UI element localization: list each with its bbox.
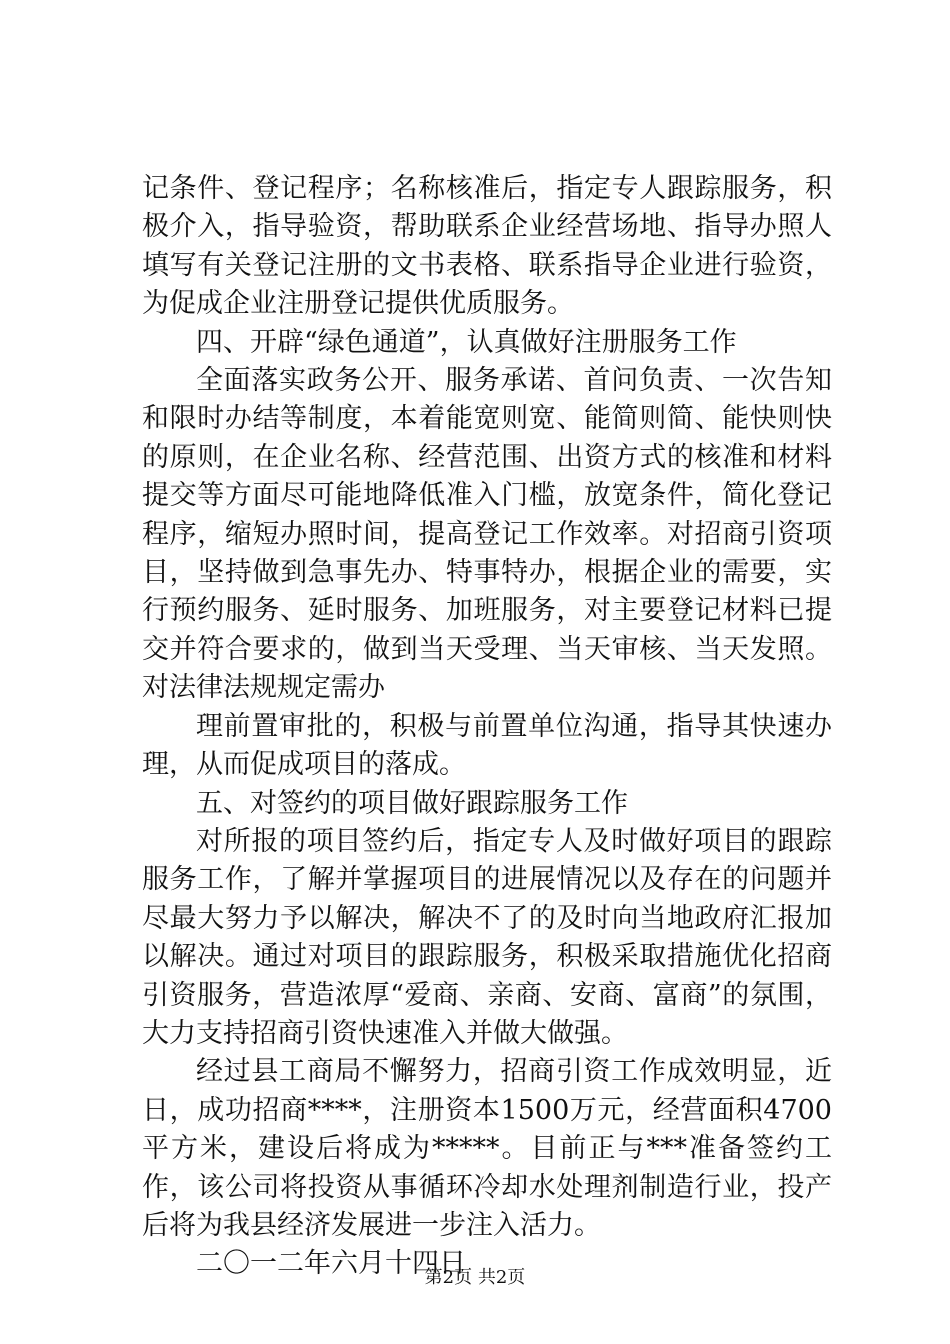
paragraph: 理前置审批的，积极与前置单位沟通，指导其快速办理，从而促成项目的落成。 bbox=[142, 710, 832, 781]
document-date: 二〇一二年六月十四日 bbox=[196, 1248, 466, 1280]
paragraph: 经过县工商局不懈努力，招商引资工作成效明显，近日，成功招商****，注册资本1500万元，经营面积4700平方米，建设后将成为*****。目前正与***准备签约工作，该公司将投资从事循环冷却水处理剂制造行业，投产后将为我县经济发展进一步注入活力。 bbox=[142, 1056, 832, 1241]
section-heading-four: 四、开辟“绿色通道”，认真做好注册服务工作 bbox=[196, 326, 737, 358]
paragraph-continued: 记条件、登记程序；名称核准后，指定专人跟踪服务，积极介入，指导验资，帮助联系企业经营场地、指导办照人填写有关登记注册的文书表格、联系指导企业进行验资，为促成企业注册登记提供优质服务。 bbox=[142, 173, 832, 320]
paragraph: 全面落实政务公开、服务承诺、首问负责、一次告知和限时办结等制度，本着能宽则宽、能简则简、能快则快的原则，在企业名称、经营范围、出资方式的核准和材料提交等方面尽可能地降低准入门槛，放宽条件，简化登记程序，缩短办照时间，提高登记工作效率。对招商引资项目，坚持做到急事先办、特事特办，根据企业的需要，实行预约服务、延时服务、加班服务，对主要登记材料已提交并符合要求的，做到当天受理、当天审核、当天发照。对法律法规规定需办 bbox=[142, 365, 832, 704]
page-footer bbox=[0, 1266, 950, 1290]
paragraph: 对所报的项目签约后，指定专人及时做好项目的跟踪服务工作，了解并掌握项目的进展情况以及存在的问题并尽最大努力予以解决，解决不了的及时向当地政府汇报加以解决。通过对项目的跟踪服务，积极采取措施优化招商引资服务，营造浓厚“爱商、亲商、安商、富商”的氛围，大力支持招商引资快速准入并做大做强。 bbox=[142, 825, 832, 1049]
page-number: 第2页 共2页 bbox=[424, 1267, 526, 1288]
section-heading-five: 五、对签约的项目做好跟踪服务工作 bbox=[196, 787, 628, 819]
document-body bbox=[142, 170, 832, 1284]
